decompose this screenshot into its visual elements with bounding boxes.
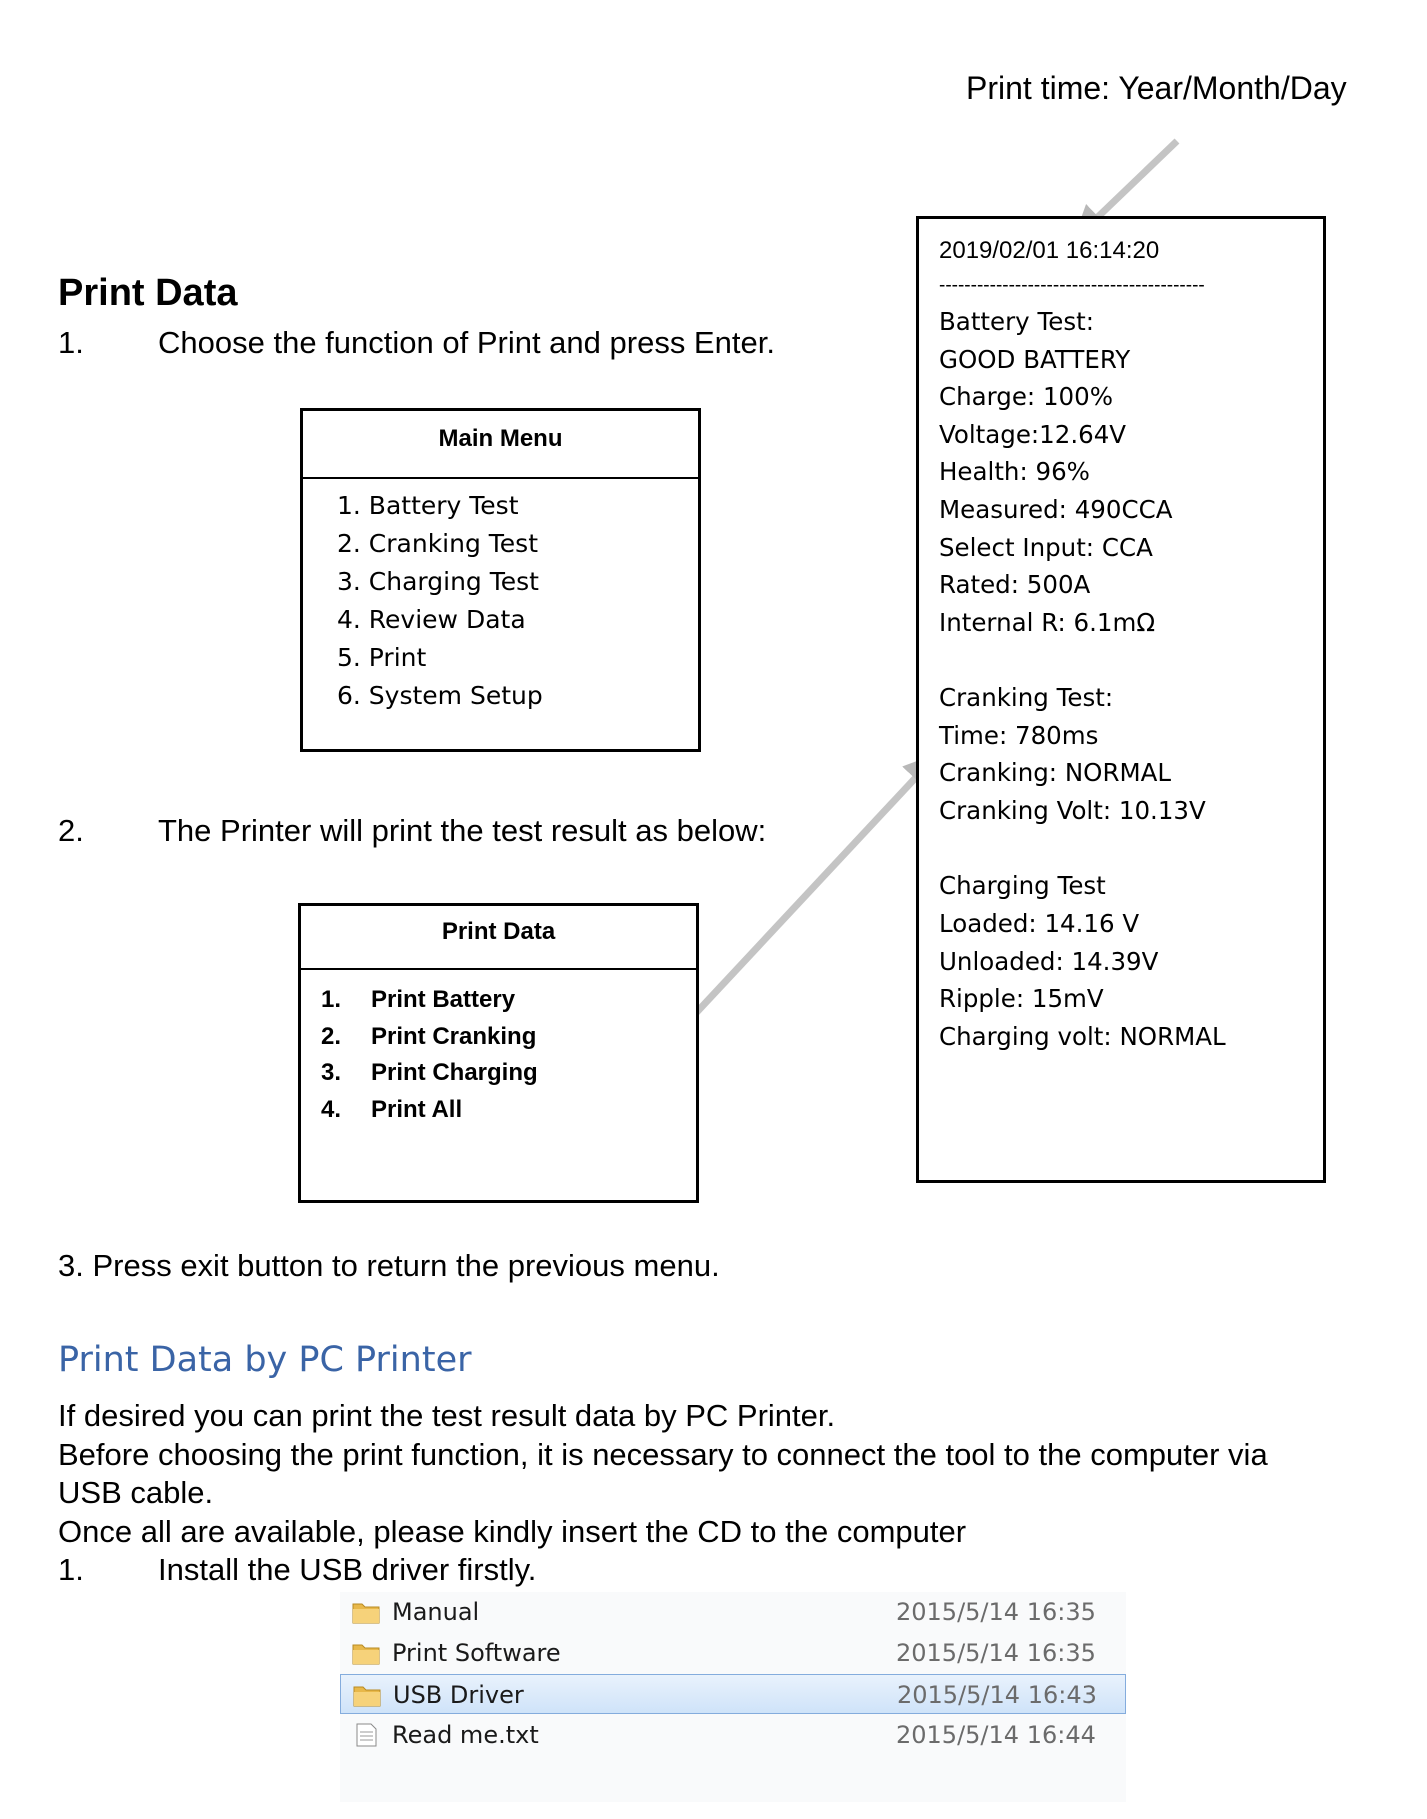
step-text: Choose the function of Print and press Enter.	[158, 325, 775, 360]
cd-file-list	[340, 1592, 1126, 1802]
file-name: Manual	[392, 1598, 480, 1626]
receipt-line: Charging volt: NORMAL	[939, 1022, 1226, 1051]
main-menu-box	[300, 408, 701, 752]
receipt-line: Ripple: 15mV	[939, 984, 1104, 1013]
receipt-line: Cranking: NORMAL	[939, 758, 1172, 787]
print-data-menu-box	[298, 903, 699, 1203]
receipt-timestamp: 2019/02/01 16:14:20	[939, 237, 1160, 264]
file-date: 2015/5/14 16:43	[897, 1681, 1097, 1709]
receipt-line: Health: 96%	[939, 457, 1090, 486]
print-menu-item	[321, 1019, 696, 1056]
item-label: Print All	[371, 1095, 463, 1123]
main-menu-item: 2. Cranking Test	[337, 529, 539, 558]
text-file-icon	[352, 1723, 380, 1747]
receipt-line: Battery Test:	[939, 307, 1094, 336]
step-text: The Printer will print the test result as below:	[158, 813, 767, 848]
receipt-line: Rated: 500A	[939, 570, 1091, 599]
item-number: 2.	[321, 1022, 342, 1050]
item-number: 3.	[321, 1059, 342, 1086]
file-date: 2015/5/14 16:35	[896, 1598, 1096, 1626]
item-number: 4.	[321, 1095, 342, 1123]
item-label: Print Charging	[371, 1059, 538, 1086]
file-row-manual[interactable]	[340, 1592, 1126, 1632]
main-menu-item: 4. Review Data	[337, 605, 526, 634]
receipt-line: Loaded: 14.16 V	[939, 909, 1140, 938]
folder-icon	[352, 1600, 380, 1624]
section-subheading: Print Data by PC Printer	[58, 1340, 472, 1380]
print-menu-list	[301, 970, 696, 1128]
paragraph: Before choosing the print function, it is necessary to connect the tool to the computer via	[58, 1437, 1268, 1472]
receipt-line: Time: 780ms	[939, 721, 1099, 750]
file-name: Read me.txt	[392, 1721, 539, 1749]
main-menu-item: 6. System Setup	[337, 681, 543, 710]
receipt-line: Cranking Volt: 10.13V	[939, 796, 1206, 825]
step-1	[58, 325, 858, 365]
print-menu-item	[321, 1092, 696, 1129]
folder-icon	[352, 1641, 380, 1665]
receipt-line: Charge: 100%	[939, 382, 1114, 411]
main-menu-list	[303, 479, 698, 715]
paragraph: Once all are available, please kindly insert the CD to the computer	[58, 1514, 967, 1549]
step-number: 2.	[58, 813, 84, 848]
paragraph: If desired you can print the test result data by PC Printer.	[58, 1398, 836, 1433]
print-receipt	[916, 216, 1326, 1183]
main-menu-item: 1. Battery Test	[337, 491, 519, 520]
file-row-readme[interactable]	[340, 1715, 1126, 1755]
step-number: 1.	[58, 1552, 84, 1587]
main-menu-item: 3. Charging Test	[337, 567, 539, 596]
receipt-line: Cranking Test:	[939, 683, 1114, 712]
receipt-line: Internal R: 6.1mΩ	[939, 608, 1156, 637]
file-date: 2015/5/14 16:44	[896, 1721, 1096, 1749]
receipt-line: Select Input: CCA	[939, 533, 1153, 562]
step-3: 3. Press exit button to return the previous menu.	[58, 1248, 720, 1283]
receipt-line: Unloaded: 14.39V	[939, 947, 1159, 976]
paragraph: USB cable.	[58, 1475, 214, 1510]
file-name: USB Driver	[393, 1681, 524, 1709]
file-row-usb-driver[interactable]	[340, 1674, 1126, 1714]
receipt-separator: ------------------------------------------	[939, 275, 1205, 296]
receipt-line: GOOD BATTERY	[939, 345, 1131, 374]
print-menu-item	[321, 1055, 696, 1092]
print-menu-item	[321, 982, 696, 1019]
step-text: Install the USB driver firstly.	[158, 1552, 537, 1587]
file-row-print-software[interactable]	[340, 1633, 1126, 1673]
main-menu-title: Main Menu	[303, 411, 698, 479]
main-menu-item: 5. Print	[337, 643, 427, 672]
print-time-annotation: Print time: Year/Month/Day	[966, 70, 1347, 106]
item-label: Print Cranking	[371, 1022, 537, 1050]
receipt-line: Measured: 490CCA	[939, 495, 1173, 524]
step-number: 1.	[58, 325, 84, 360]
folder-icon	[353, 1683, 381, 1707]
item-label: Print Battery	[371, 986, 516, 1013]
step-2	[58, 813, 878, 853]
page-title: Print Data	[58, 272, 238, 314]
print-menu-title: Print Data	[301, 906, 696, 970]
file-date: 2015/5/14 16:35	[896, 1639, 1096, 1667]
receipt-line: Voltage:12.64V	[939, 420, 1127, 449]
item-number: 1.	[321, 986, 342, 1013]
receipt-line: Charging Test	[939, 871, 1106, 900]
file-name: Print Software	[392, 1639, 561, 1667]
pc-step-1	[58, 1552, 758, 1592]
